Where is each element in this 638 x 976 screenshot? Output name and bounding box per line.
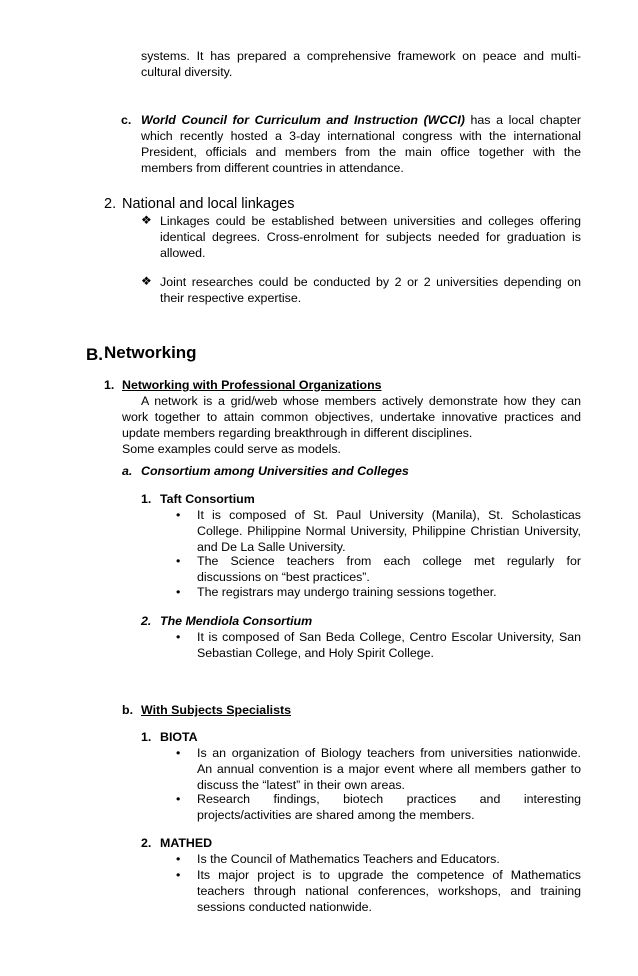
taft-bullet: The registrars may undergo training sessions together. <box>197 585 497 599</box>
section-2-marker: 2. <box>104 196 117 212</box>
specialists-marker: b. <box>122 703 134 717</box>
biota-bullet: Research findings, biotech practices and interesting projects/activities are shared among the members. <box>197 792 581 822</box>
biota-marker: 1. <box>141 730 152 744</box>
item-c-paragraph: World Council for Curriculum and Instruction (WCCI) has a local chapter which recently hosted a 3-day international congress with the international President, officials and members from the main office together with the members from different countries in attendance. <box>141 113 581 175</box>
mendiola-heading: The Mendiola Consortium <box>160 614 313 628</box>
bullet-icon: • <box>176 746 181 760</box>
mendiola-marker: 2. <box>141 614 152 628</box>
biota-heading: BIOTA <box>160 730 198 744</box>
item-c-marker: c. <box>121 113 132 127</box>
section-b-marker: B. <box>86 345 103 364</box>
linkage-bullet: Linkages could be established between universities and colleges offering identical degrees. Cross-enrolment for subjects needed for graduation is allowed. <box>160 214 581 260</box>
section-2-heading: National and local linkages <box>122 196 295 212</box>
biota-bullet: Is an organization of Biology teachers from universities nationwide. An annual convention is a major event where all members gather to discuss the “latest” in their own areas. <box>197 746 581 792</box>
consortium-heading: Consortium among Universities and Colleges <box>141 464 409 478</box>
diamond-bullet-icon: ❖ <box>141 213 152 227</box>
diamond-bullet-icon: ❖ <box>141 274 152 288</box>
mathed-bullet: Its major project is to upgrade the competence of Mathematics teachers through national conferences, workshops, and training sessions conducted nationwide. <box>197 868 581 914</box>
bullet-icon: • <box>176 868 181 882</box>
networking-prof-marker: 1. <box>104 378 115 392</box>
bullet-icon: • <box>176 585 181 599</box>
taft-bullet: It is composed of St. Paul University (Manila), St. Scholasticas College. Philippine Normal University, Philippine Christian University, and De La Salle University. <box>197 508 581 554</box>
linkage-bullet: Joint researches could be conducted by 2 or 2 universities depending on their respective expertise. <box>160 275 581 305</box>
networking-prof-heading: Networking with Professional Organizations <box>122 378 382 392</box>
bullet-icon: • <box>176 852 181 866</box>
taft-bullet: The Science teachers from each college met regularly for discussions on “best practices”. <box>197 554 581 584</box>
section-b-heading: Networking <box>104 343 197 362</box>
mendiola-bullet: It is composed of San Beda College, Centro Escolar University, San Sebastian College, and Holy Spirit College. <box>197 630 581 660</box>
mathed-bullet: Is the Council of Mathematics Teachers and Educators. <box>197 852 500 866</box>
mathed-marker: 2. <box>141 836 152 850</box>
bullet-icon: • <box>176 630 181 644</box>
bullet-icon: • <box>176 792 181 806</box>
taft-marker: 1. <box>141 492 152 506</box>
bullet-icon: • <box>176 508 181 522</box>
networking-prof-paragraph: A network is a grid/web whose members actively demonstrate how they can work together to attain common objectives, undertake innovative practices and update members regarding breakthrough in different disciplines. Some examples could serve as models. <box>122 394 581 456</box>
bullet-icon: • <box>176 554 181 568</box>
taft-heading: Taft Consortium <box>160 492 255 506</box>
mathed-heading: MATHED <box>160 836 213 850</box>
intro-paragraph: systems. It has prepared a comprehensive framework on peace and multi- cultural diversity. <box>141 49 581 79</box>
wcci-title: World Council for Curriculum and Instruction (WCCI) <box>141 113 465 127</box>
consortium-marker: a. <box>122 464 133 478</box>
specialists-heading: With Subjects Specialists <box>141 703 291 717</box>
